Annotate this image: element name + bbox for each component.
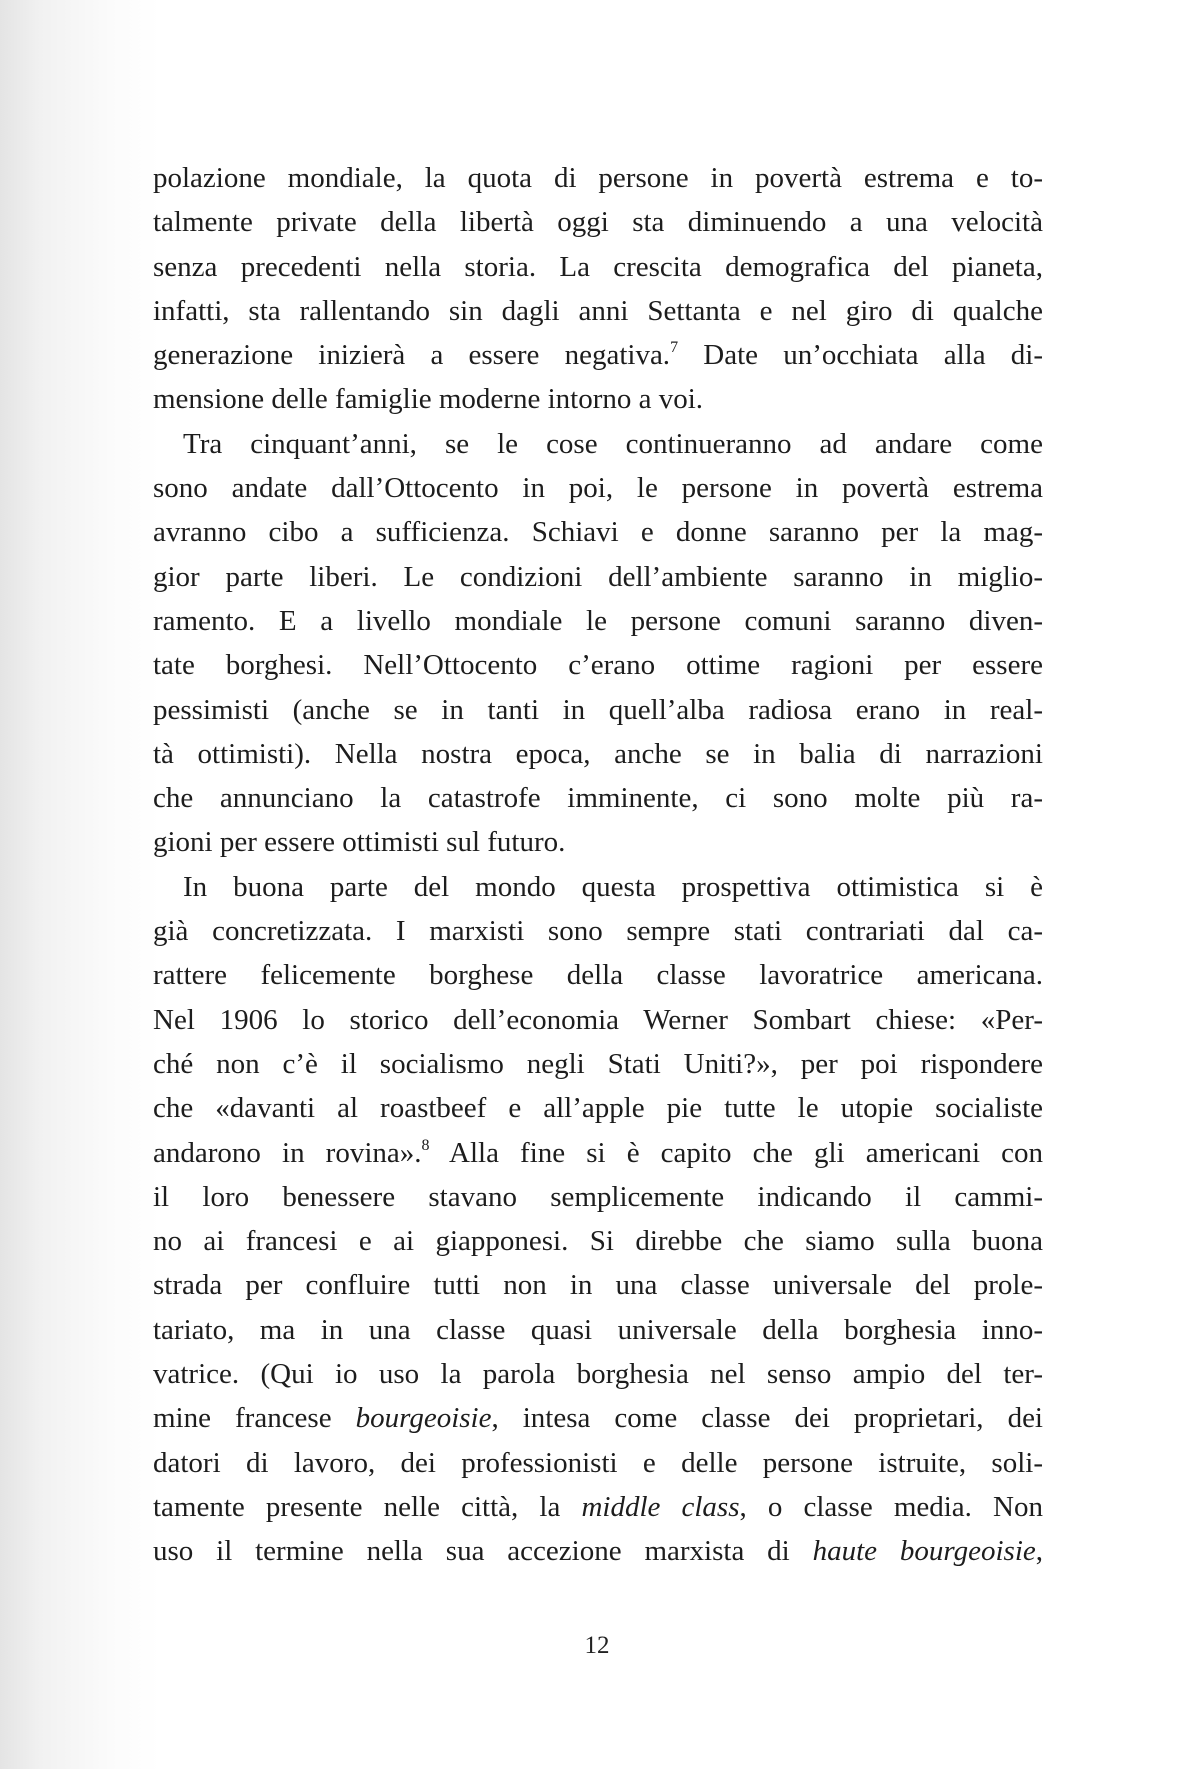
- text-run: tate borghesi. Nell’Ottocento c’erano ottime ragioni per essere: [153, 649, 1043, 682]
- text-run: Date un’occhiata alla di-: [678, 339, 1043, 372]
- paragraph: [153, 156, 1043, 422]
- text-run: tamente presente nelle città, la: [153, 1490, 582, 1523]
- text-line: [153, 1396, 1043, 1440]
- text-run: senza precedenti nella storia. La crescita demografica del pianeta,: [153, 250, 1043, 283]
- text-line: [153, 156, 1043, 200]
- text-run: pessimisti (anche se in tanti in quell’alba radiosa erano in real-: [153, 693, 1043, 726]
- footnote-reference: 7: [670, 339, 679, 357]
- paragraph: [153, 865, 1043, 1574]
- text-run: rattere felicemente borghese della classe lavoratrice americana.: [153, 959, 1043, 992]
- text-line: [153, 510, 1043, 554]
- text-line: [153, 333, 1043, 377]
- text-line: [153, 1219, 1043, 1263]
- paragraph: [153, 422, 1043, 865]
- text-run: strada per confluire tutti non in una classe universale del prole-: [153, 1269, 1043, 1302]
- footnote-reference: 8: [421, 1136, 430, 1154]
- text-line: [153, 422, 1043, 466]
- text-run: mine francese: [153, 1402, 356, 1435]
- text-run: tà ottimisti). Nella nostra epoca, anche se in balia di narrazioni: [153, 737, 1043, 770]
- text-line: [153, 377, 1043, 421]
- text-line: [153, 953, 1043, 997]
- text-line: [153, 599, 1043, 643]
- text-run: che «davanti al roastbeef e all’apple pie tutte le utopie socialiste: [153, 1092, 1043, 1125]
- text-run: polazione mondiale, la quota di persone in povertà estrema e to-: [153, 162, 1043, 194]
- text-run: datori di lavoro, dei professionisti e delle persone istruite, soli-: [153, 1446, 1043, 1479]
- page-number: 12: [584, 1632, 610, 1659]
- text-line: [153, 200, 1043, 244]
- text-run: avranno cibo a sufficienza. Schiavi e donne saranno per la mag-: [153, 516, 1043, 549]
- text-run: già concretizzata. I marxisti sono sempre stati contrariati dal ca-: [153, 915, 1043, 948]
- text-line: [153, 1441, 1043, 1485]
- text-line: [153, 998, 1043, 1042]
- text-run: sono andate dall’Ottocento in poi, le persone in povertà estrema: [153, 472, 1043, 505]
- text-run: , o classe media. Non: [739, 1490, 1043, 1523]
- text-line: [153, 1352, 1043, 1396]
- text-run: mensione delle famiglie moderne intorno a voi.: [153, 383, 704, 416]
- text-line: [153, 1042, 1043, 1086]
- text-line: [153, 909, 1043, 953]
- text-line: [153, 643, 1043, 687]
- italic-term: haute bourgeoisie: [812, 1535, 1036, 1568]
- text-line: [153, 776, 1043, 820]
- text-run: , intesa come classe dei proprietari, dei: [491, 1402, 1043, 1435]
- text-run: generazione inizierà a essere negativa.: [153, 339, 671, 372]
- text-run: infatti, sta rallentando sin dagli anni Settanta e nel giro di qualche: [153, 294, 1043, 327]
- text-run: In buona parte del mondo questa prospettiva ottimistica si è: [183, 870, 1043, 903]
- text-line: [153, 1086, 1043, 1130]
- text-line: [153, 865, 1043, 909]
- text-line: [153, 1485, 1043, 1529]
- text-run: ché non c’è il socialismo negli Stati Uniti?», per poi rispondere: [153, 1047, 1043, 1080]
- text-run: il loro benessere stavano semplicemente indicando il cammi-: [153, 1180, 1043, 1213]
- text-run: Nel 1906 lo storico dell’economia Werner Sombart chiese: «Per-: [153, 1003, 1043, 1036]
- text-line: [153, 1308, 1043, 1352]
- text-line: [153, 1175, 1043, 1219]
- text-run: uso il termine nella sua accezione marxista di: [153, 1535, 813, 1568]
- text-line: [153, 732, 1043, 776]
- body-text: [153, 156, 1043, 1574]
- text-run: ramento. E a livello mondiale le persone comuni saranno diven-: [153, 604, 1043, 637]
- text-run: Alla fine si è capito che gli americani con: [429, 1136, 1044, 1169]
- text-line: [153, 289, 1043, 333]
- text-line: [153, 1263, 1043, 1307]
- text-run: Tra cinquant’anni, se le cose continueranno ad andare come: [183, 427, 1043, 460]
- text-line: [153, 688, 1043, 732]
- text-run: gior parte liberi. Le condizioni dell’ambiente saranno in miglio-: [153, 560, 1043, 593]
- text-run: ,: [1035, 1535, 1044, 1568]
- text-run: che annunciano la catastrofe imminente, ci sono molte più ra-: [153, 782, 1043, 815]
- text-run: vatrice. (Qui io uso la parola borghesia nel senso ampio del ter-: [153, 1358, 1043, 1391]
- text-line: [153, 1529, 1043, 1573]
- text-line: [153, 466, 1043, 510]
- text-run: tariato, ma in una classe quasi universale della borghesia inno-: [153, 1313, 1043, 1346]
- text-run: andarono in rovina».: [153, 1136, 422, 1169]
- text-line: [153, 820, 1043, 864]
- text-run: no ai francesi e ai giapponesi. Si direbbe che siamo sulla buona: [153, 1225, 1043, 1258]
- text-line: [153, 1131, 1043, 1175]
- italic-term: middle class: [581, 1490, 740, 1523]
- italic-term: bourgeoisie: [355, 1402, 492, 1435]
- text-run: gioni per essere ottimisti sul futuro.: [153, 826, 566, 859]
- text-line: [153, 555, 1043, 599]
- text-run: talmente private della libertà oggi sta diminuendo a una velocità: [153, 206, 1043, 239]
- text-line: [153, 245, 1043, 289]
